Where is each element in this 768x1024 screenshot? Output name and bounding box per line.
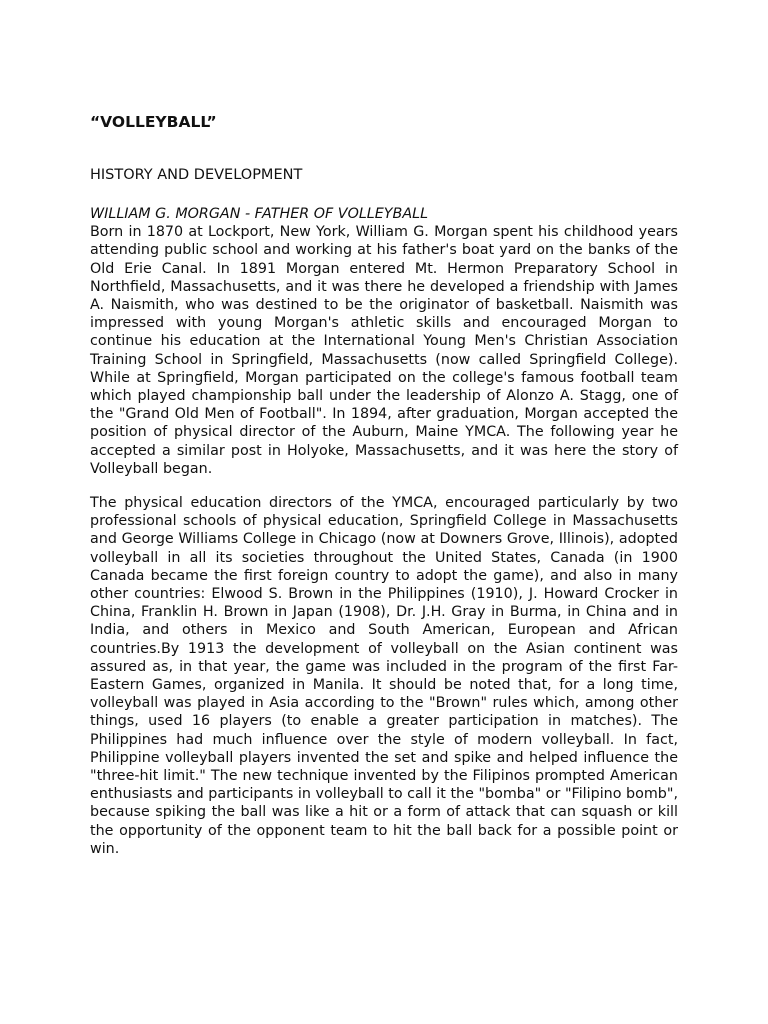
subheading-morgan: WILLIAM G. MORGAN - FATHER OF VOLLEYBALL: [90, 206, 429, 222]
section-heading: HISTORY AND DEVELOPMENT: [90, 167, 303, 183]
spread-section: [90, 494, 678, 858]
paragraph-morgan-biography: Born in 1870 at Lockport, New York, William G. Morgan spent his childhood years attending public school and working at his father's boat yard on the banks of the Old Erie Canal. In 1891 Morgan entered Mt. Hermon Preparatory School in Northfield, Massachusetts, and it was there he developed a friendship with James A. Naismith, who was destined to be the originator of basketball. Naismith was impressed with young Morgan's athletic skills and encouraged Morgan to continue his education at the International Young Men's Christian Association Training School in Springfield, Massachusetts (now called Springfield College). While at Springfield, Morgan participated on the college's famous football team which played championship ball under the leadership of Alonzo A. Stagg, one of the "Grand Old Men of Football". In 1894, after graduation, Morgan accepted the position of physical director of the Auburn, Maine YMCA. The following year he accepted a similar post in Holyoke, Massachusetts, and it was here the story of Volleyball began.: [90, 224, 678, 477]
document-title: “VOLLEYBALL”: [90, 113, 217, 131]
biography-section: [90, 205, 678, 478]
paragraph-ymca-spread: The physical education directors of the YMCA, encouraged particularly by two professional schools of physical education, Springfield College in Massachusetts and George Williams College in Chicago (now at Downers Grove, Illinois), adopted volleyball in all its societies throughout the United States, Canada (in 1900 Canada became the first foreign country to adopt the game), and also in many other countries: Elwood S. Brown in the Philippines (1910), J. Howard Crocker in China, Franklin H. Brown in Japan (1908), Dr. J.H. Gray in Burma, in China and in India, and others in Mexico and South American, European and African countries.By 1913 the development of volleyball on the Asian continent was assured as, in that year, the game was included in the program of the first Far-Eastern Games, organized in Manila. It should be noted that, for a long time, volleyball was played in Asia according to the "Brown" rules which, among other things, used 16 players (to enable a greater participation in matches). The Philippines had much influence over the style of modern volleyball. In fact, Philippine volleyball players invented the set and spike and helped influence the "three-hit limit." The new technique invented by the Filipinos prompted American enthusiasts and participants in volleyball to call it the "bomba" or "Filipino bomb", because spiking the ball was like a hit or a form of attack that can squash or kill the opportunity of the opponent team to hit the ball back for a possible point or win.: [90, 495, 678, 857]
